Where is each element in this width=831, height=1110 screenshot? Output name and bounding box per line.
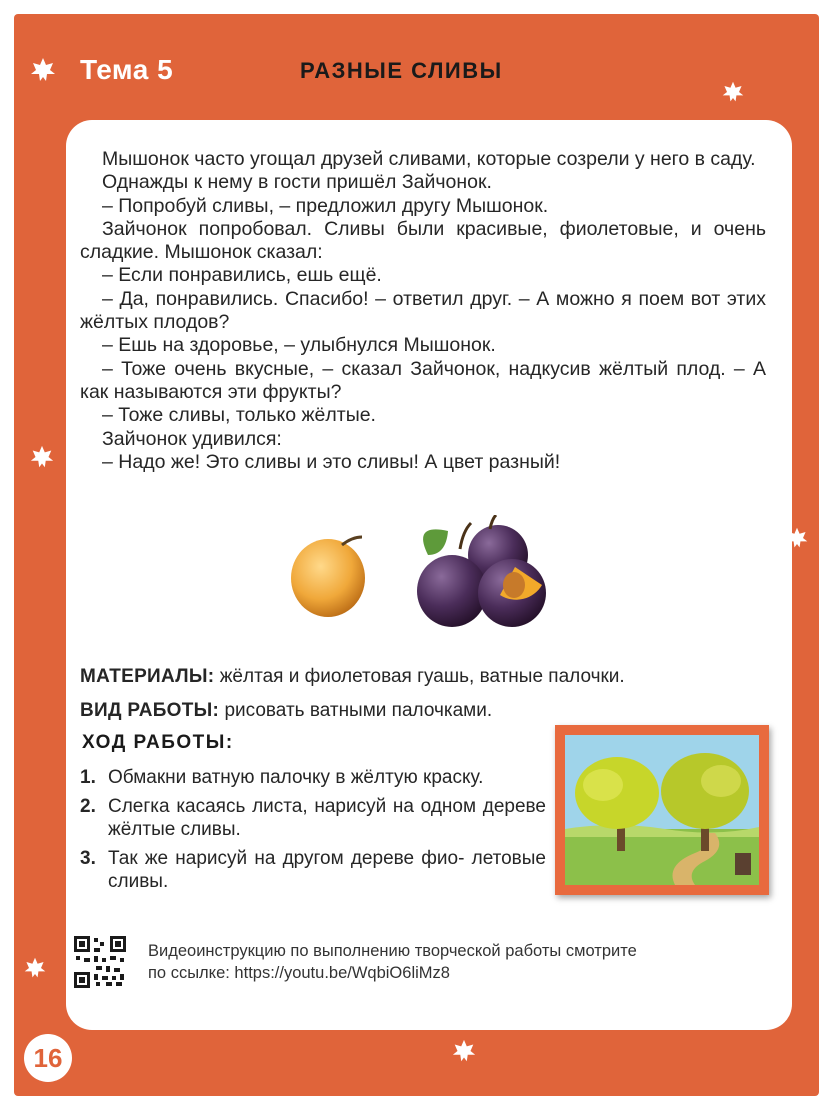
step-item xyxy=(80,847,546,894)
story-paragraph: – Тоже сливы, только жёлтые. xyxy=(102,404,376,427)
video-link[interactable]: по ссылке: https://youtu.be/WqbiO6liMz8 xyxy=(148,964,450,982)
story-paragraph: Однажды к нему в гости пришёл Зайчонок. xyxy=(102,171,492,194)
video-instruction xyxy=(148,940,708,984)
step-number: 3. xyxy=(80,847,96,869)
page-number: 16 xyxy=(24,1034,72,1082)
story-text xyxy=(80,148,766,474)
materials-label: МАТЕРИАЛЫ: xyxy=(80,666,215,687)
steps-heading: ХОД РАБОТЫ: xyxy=(82,732,234,753)
materials-text: жёлтая и фиолетовая гуашь, ватные палочки. xyxy=(214,666,625,687)
story-paragraph: Зайчонок попробовал. Сливы были красивые, фиолетовые, и очень сладкие. Мышонок сказал: xyxy=(80,217,766,264)
maple-leaf-icon xyxy=(28,56,58,84)
story-paragraph: – Ешь на здоровье, – улыбнулся Мышонок. xyxy=(102,334,496,357)
maple-leaf-icon xyxy=(22,956,48,980)
story-paragraph: Зайчонок удивился: xyxy=(102,427,282,450)
page-title: РАЗНЫЕ СЛИВЫ xyxy=(300,58,503,83)
story-paragraph: – Попробуй сливы, – предложил другу Мышонок. xyxy=(102,194,549,217)
qr-code-icon[interactable] xyxy=(74,936,126,988)
step-item xyxy=(80,795,546,842)
video-text-line: Видеоинструкцию по выполнению творческой работы смотрите xyxy=(148,942,637,960)
work-type-line xyxy=(80,700,492,722)
maple-leaf-icon xyxy=(450,1038,478,1064)
yellow-plum xyxy=(291,537,365,617)
theme-label: Тема 5 xyxy=(80,54,174,85)
story-paragraph: – Да, понравились. Спасибо! – ответил друг. – А можно я поем вот этих жёлтых плодов? xyxy=(80,287,766,334)
story-paragraph: – Надо же! Это сливы и это сливы! А цвет разный! xyxy=(102,450,561,473)
example-drawing xyxy=(555,725,769,895)
step-item xyxy=(80,766,546,790)
maple-leaf-icon xyxy=(720,80,746,104)
step-text: Слегка касаясь листа, нарисуй на одном дереве жёлтые сливы. xyxy=(108,795,546,840)
work-type-text: рисовать ватными палочками. xyxy=(219,700,493,721)
maple-leaf-icon xyxy=(28,444,56,470)
story-paragraph: – Тоже очень вкусные, – сказал Зайчонок, надкусив жёлтый плод. – А как называются эти фрукты? xyxy=(80,357,766,403)
step-number: 2. xyxy=(80,795,96,817)
steps-list xyxy=(80,766,546,899)
step-text: Так же нарисуй на другом дереве фио- летовые сливы. xyxy=(108,847,546,892)
step-text: Обмакни ватную палочку в жёлтую краску. xyxy=(108,767,484,788)
materials-line xyxy=(80,666,625,688)
purple-plums xyxy=(417,515,546,627)
plums-illustration xyxy=(270,515,570,635)
story-paragraph: Мышонок часто угощал друзей сливами, которые созрели у него в саду. xyxy=(102,148,756,170)
work-type-label: ВИД РАБОТЫ: xyxy=(80,700,220,721)
story-paragraph: – Если понравились, ешь ещё. xyxy=(102,264,382,287)
trees-illustration xyxy=(555,725,769,895)
step-number: 1. xyxy=(80,767,96,788)
